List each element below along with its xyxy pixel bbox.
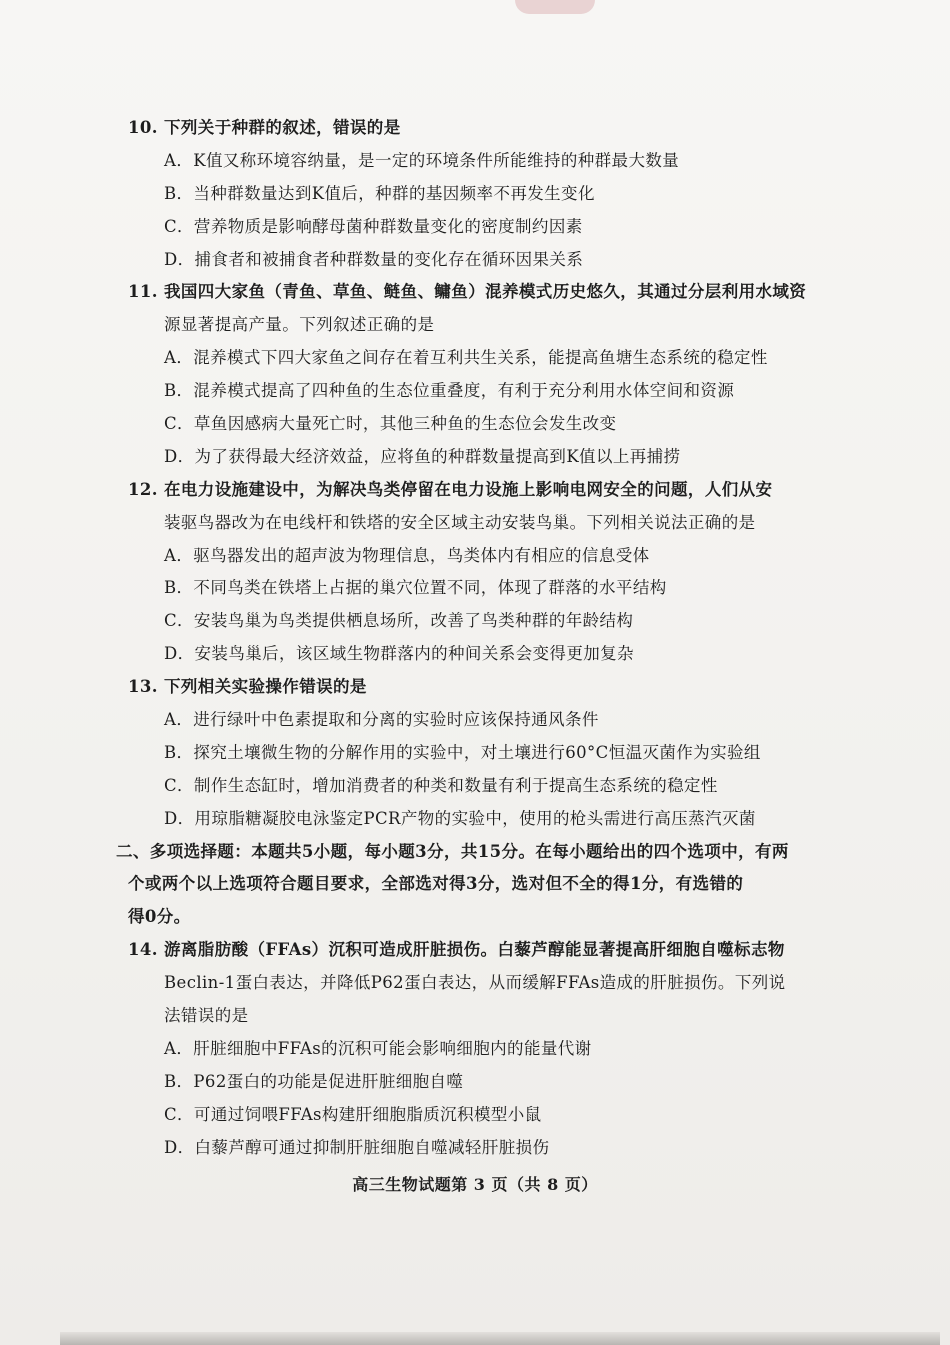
question-12-option-b: B．不同鸟类在铁塔上占据的巢穴位置不同，体现了群落的水平结构 bbox=[164, 578, 667, 598]
question-stem-line: 下列关于种群的叙述，错误的是 bbox=[164, 118, 401, 137]
question-14-option-b: B．P62蛋白的功能是促进肝脏细胞自噬 bbox=[164, 1071, 464, 1091]
question-stem-line: 我国四大家鱼（青鱼、草鱼、鲢鱼、鳙鱼）混养模式历史悠久，其通过分层利用水域资 bbox=[164, 282, 807, 302]
question-number: 14. bbox=[128, 940, 158, 960]
question-number: 10. bbox=[128, 118, 158, 137]
exam-content bbox=[116, 112, 828, 1165]
question-13-option-a: A．进行绿叶中色素提取和分离的实验时应该保持通风条件 bbox=[164, 710, 599, 730]
question-number: 11. bbox=[128, 282, 158, 302]
question-number: 12. bbox=[128, 479, 158, 499]
question-stem-line: 在电力设施建设中，为解决鸟类停留在电力设施上影响电网安全的问题，人们从安 bbox=[164, 479, 773, 499]
paper-stain bbox=[515, 0, 595, 14]
question-14-option-a: A．肝脏细胞中FFAs的沉积可能会影响细胞内的能量代谢 bbox=[164, 1038, 592, 1058]
question-12-stem-cont: 装驱鸟器改为在电线杆和铁塔的安全区域主动安装鸟巢。下列相关说法正确的是 bbox=[164, 512, 756, 532]
section-2-instructions: 个或两个以上选项符合题目要求，全部选对得3分，选对但不全的得1分，有选错的 bbox=[128, 874, 744, 894]
page-footer: 高三生物试题第 3 页（共 8 页） bbox=[352, 1175, 598, 1194]
question-10-option-a: A．K值又称环境容纳量，是一定的环境条件所能维持的种群最大数量 bbox=[164, 150, 680, 170]
question-12-option-a: A．驱鸟器发出的超声波为物理信息，鸟类体内有相应的信息受体 bbox=[164, 545, 650, 565]
question-11-stem bbox=[128, 276, 828, 309]
question-stem-line: 游离脂肪酸（FFAs）沉积可造成肝脏损伤。白藜芦醇能显著提高肝细胞自噬标志物 bbox=[164, 940, 785, 960]
question-10-option-b: B．当种群数量达到K值后，种群的基因频率不再发生变化 bbox=[164, 183, 595, 203]
question-14-option-c: C．可通过饲喂FFAs构建肝细胞脂质沉积模型小鼠 bbox=[164, 1104, 542, 1124]
question-11-option-d: D．为了获得最大经济效益，应将鱼的种群数量提高到K值以上再捕捞 bbox=[164, 446, 681, 466]
question-12-option-d: D．安装鸟巢后，该区域生物群落内的种间关系会变得更加复杂 bbox=[164, 644, 634, 664]
question-14-option-d: D．白藜芦醇可通过抑制肝脏细胞自噬减轻肝脏损伤 bbox=[164, 1137, 550, 1157]
question-14-stem-cont: Beclin-1蛋白表达，并降低P62蛋白表达，从而缓解FFAs造成的肝脏损伤。下列说 bbox=[164, 973, 786, 993]
section-2-instructions-end: 得0分。 bbox=[128, 907, 191, 927]
question-11-option-b: B．混养模式提高了四种鱼的生态位重叠度，有利于充分利用水体空间和资源 bbox=[164, 381, 735, 401]
question-13-option-b: B．探究土壤微生物的分解作用的实验中，对土壤进行60°C恒温灭菌作为实验组 bbox=[164, 742, 761, 762]
question-11-stem-cont: 源显著提高产量。下列叙述正确的是 bbox=[164, 315, 435, 335]
question-10-option-d: D．捕食者和被捕食者种群数量的变化存在循环因果关系 bbox=[164, 249, 584, 269]
section-2-heading: 二、多项选择题：本题共5小题，每小题3分，共15分。在每小题给出的四个选项中，有两 bbox=[116, 841, 789, 861]
question-stem-line: 下列相关实验操作错误的是 bbox=[164, 677, 367, 697]
question-13-option-c: C．制作生态缸时，增加消费者的种类和数量有利于提高生态系统的稳定性 bbox=[164, 775, 718, 795]
question-14-stem bbox=[128, 934, 828, 967]
page-edge-shadow bbox=[60, 1332, 940, 1345]
question-10-option-c: C．营养物质是影响酵母菌种群数量变化的密度制约因素 bbox=[164, 216, 583, 236]
question-14-stem-end: 法错误的是 bbox=[164, 1006, 249, 1026]
question-12-stem bbox=[128, 474, 828, 507]
question-10-stem bbox=[128, 112, 828, 145]
question-number: 13. bbox=[128, 677, 158, 697]
question-11-option-c: C．草鱼因感病大量死亡时，其他三种鱼的生态位会发生改变 bbox=[164, 414, 617, 434]
question-11-option-a: A．混养模式下四大家鱼之间存在着互利共生关系，能提高鱼塘生态系统的稳定性 bbox=[164, 348, 768, 368]
question-13-option-d: D．用琼脂糖凝胶电泳鉴定PCR产物的实验中，使用的枪头需进行高压蒸汽灭菌 bbox=[164, 808, 756, 828]
question-12-option-c: C．安装鸟巢为鸟类提供栖息场所，改善了鸟类种群的年龄结构 bbox=[164, 611, 634, 631]
question-13-stem bbox=[128, 671, 828, 704]
